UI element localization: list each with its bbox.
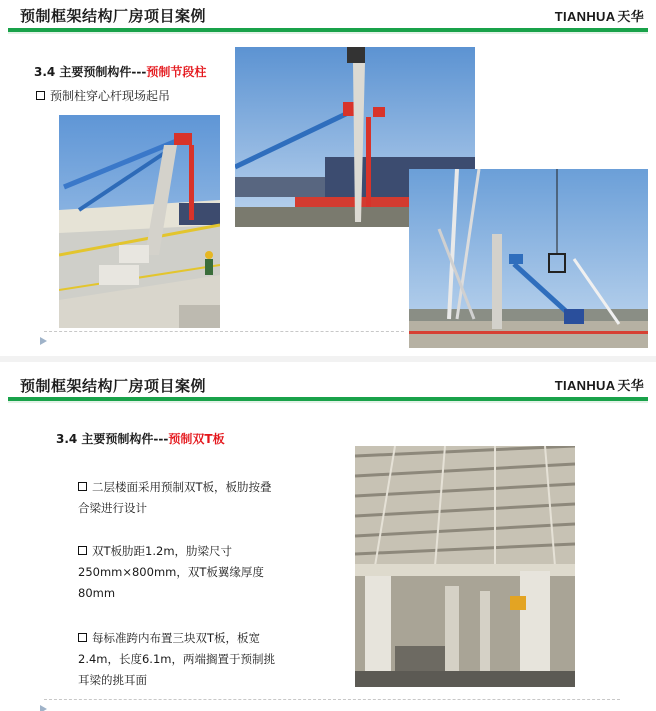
bullet-line: 2.4m，长度6.1m，两端搁置于预制挑 [78,652,275,666]
logo-latin: TIANHUA [554,378,616,393]
section-prefix: 3.4 主要预制构件--- [56,432,169,446]
footer-dashed-line [44,699,620,700]
bullet-line: 二层楼面采用预制双T板，板肋按叠 [92,480,272,494]
footer-dashed-line [44,331,404,332]
play-arrow-icon [40,337,47,345]
caption-text: 预制柱穿心杆现场起吊 [50,89,171,103]
checkbox-bullet-icon [78,546,87,555]
section-highlight: 预制节段柱 [146,65,207,79]
checkbox-bullet-icon [36,91,45,100]
bullet-line: 每标准跨内布置三块双T板，板宽 [92,631,261,645]
checkbox-bullet-icon [78,633,87,642]
section-heading [56,430,225,447]
header-bar-shadow [8,32,648,34]
double-t-slab-photo [355,446,575,687]
logo-chinese: 天华 [617,9,644,24]
brand-logo [555,6,644,25]
bullet-paragraph-3 [78,628,298,691]
checkbox-bullet-icon [78,482,87,491]
logo-chinese: 天华 [617,378,644,393]
bullet-line: 250mm×800mm，双T板翼缘厚度 [78,565,264,579]
bullet-line: 双T板肋距1.2m，肋梁尺寸 [92,544,233,558]
bullet-line: 耳梁的挑耳面 [78,673,147,687]
section-highlight: 预制双T板 [168,432,225,446]
logo-latin: TIANHUA [554,9,616,24]
bullet-line: 合梁进行设计 [78,501,147,515]
bullet-paragraph-2 [78,541,298,604]
crane-lift-photo-left [59,115,220,328]
play-arrow-icon [40,705,47,711]
slide-title: 预制框架结构厂房项目案例 [20,377,207,395]
slide-title: 预制框架结构厂房项目案例 [20,7,207,25]
brand-logo [555,375,644,394]
slide-2 [0,362,656,711]
header-bar-shadow [8,401,648,403]
crane-lift-photo-right [409,169,648,348]
section-prefix: 3.4 主要预制构件--- [34,65,147,79]
bullet-line: 80mm [78,586,116,600]
section-heading [34,63,206,80]
bullet-paragraph-1 [78,477,298,519]
photo-caption [36,87,170,104]
